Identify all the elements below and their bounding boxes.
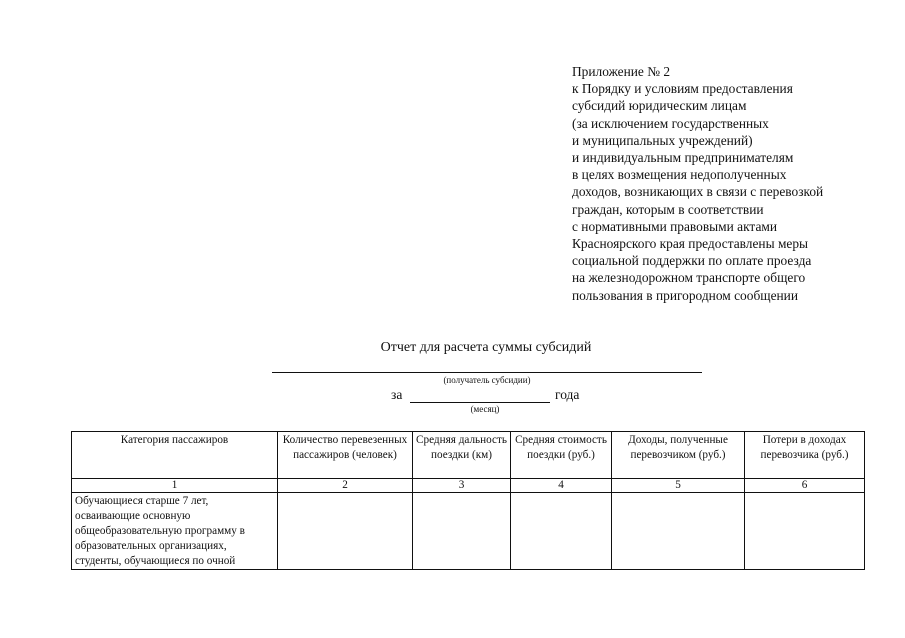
header-cell: Доходы, полученные перевозчиком (руб.) bbox=[612, 432, 745, 479]
month-caption: (месяц) bbox=[470, 404, 500, 414]
appendix-line: в целях возмещения недополученных bbox=[572, 167, 787, 183]
header-cell: Количество перевезенных пассажиров (человек) bbox=[278, 432, 413, 479]
appendix-line: социальной поддержки по оплате проезда bbox=[572, 253, 812, 269]
header-cell: Потери в доходах перевозчика (руб.) bbox=[745, 432, 865, 479]
column-number: 5 bbox=[612, 479, 745, 493]
column-number: 1 bbox=[72, 479, 278, 493]
report-table bbox=[71, 431, 865, 570]
month-fill-line bbox=[410, 402, 550, 403]
appendix-line: с нормативными правовыми актами bbox=[572, 218, 778, 234]
appendix-line: и индивидуальным предпринимателям bbox=[572, 150, 794, 166]
god-label: года bbox=[555, 387, 580, 402]
value-cell bbox=[511, 493, 612, 570]
appendix-line: пользования в пригородном сообщении bbox=[572, 287, 799, 303]
column-number: 4 bbox=[511, 479, 612, 493]
appendix-line: на железнодорожном транспорте общего bbox=[572, 270, 806, 286]
category-text: Обучающиеся старше 7 лет, осваивающие основную общеобразовательную программу в образовательных организациях, студенты, обучающиеся по очной bbox=[75, 495, 245, 567]
appendix-line: доходов, возникающих в связи с перевозкой bbox=[572, 184, 824, 200]
column-number: 3 bbox=[413, 479, 511, 493]
header-cell: Средняя дальность поездки (км) bbox=[413, 432, 511, 479]
value-cell bbox=[413, 493, 511, 570]
table-header-row bbox=[72, 432, 865, 479]
appendix-line: субсидий юридическим лицам bbox=[572, 98, 747, 114]
column-number: 2 bbox=[278, 479, 413, 493]
za-label: за bbox=[391, 387, 403, 402]
appendix-line: к Порядку и условиям предоставления bbox=[572, 81, 793, 97]
appendix-line: Красноярского края предоставлены меры bbox=[572, 236, 809, 252]
appendix-line: и муниципальных учреждений) bbox=[572, 132, 753, 148]
column-number: 6 bbox=[745, 479, 865, 493]
header-cell: Категория пассажиров bbox=[72, 432, 278, 479]
appendix-line: Приложение № 2 bbox=[572, 64, 671, 79]
recipient-caption: (получатель субсидии) bbox=[443, 375, 531, 385]
value-cell bbox=[745, 493, 865, 570]
value-cell bbox=[278, 493, 413, 570]
value-cell bbox=[612, 493, 745, 570]
table-row bbox=[72, 493, 865, 570]
recipient-fill-line bbox=[272, 372, 702, 373]
report-title: Отчет для расчета суммы субсидий bbox=[380, 340, 592, 355]
appendix-block bbox=[572, 63, 897, 304]
column-number-row bbox=[72, 479, 865, 493]
header-cell: Средняя стоимость поездки (руб.) bbox=[511, 432, 612, 479]
category-cell bbox=[72, 493, 278, 570]
appendix-line: (за исключением государственных bbox=[572, 115, 769, 131]
appendix-line: граждан, которым в соответствии bbox=[572, 201, 764, 217]
